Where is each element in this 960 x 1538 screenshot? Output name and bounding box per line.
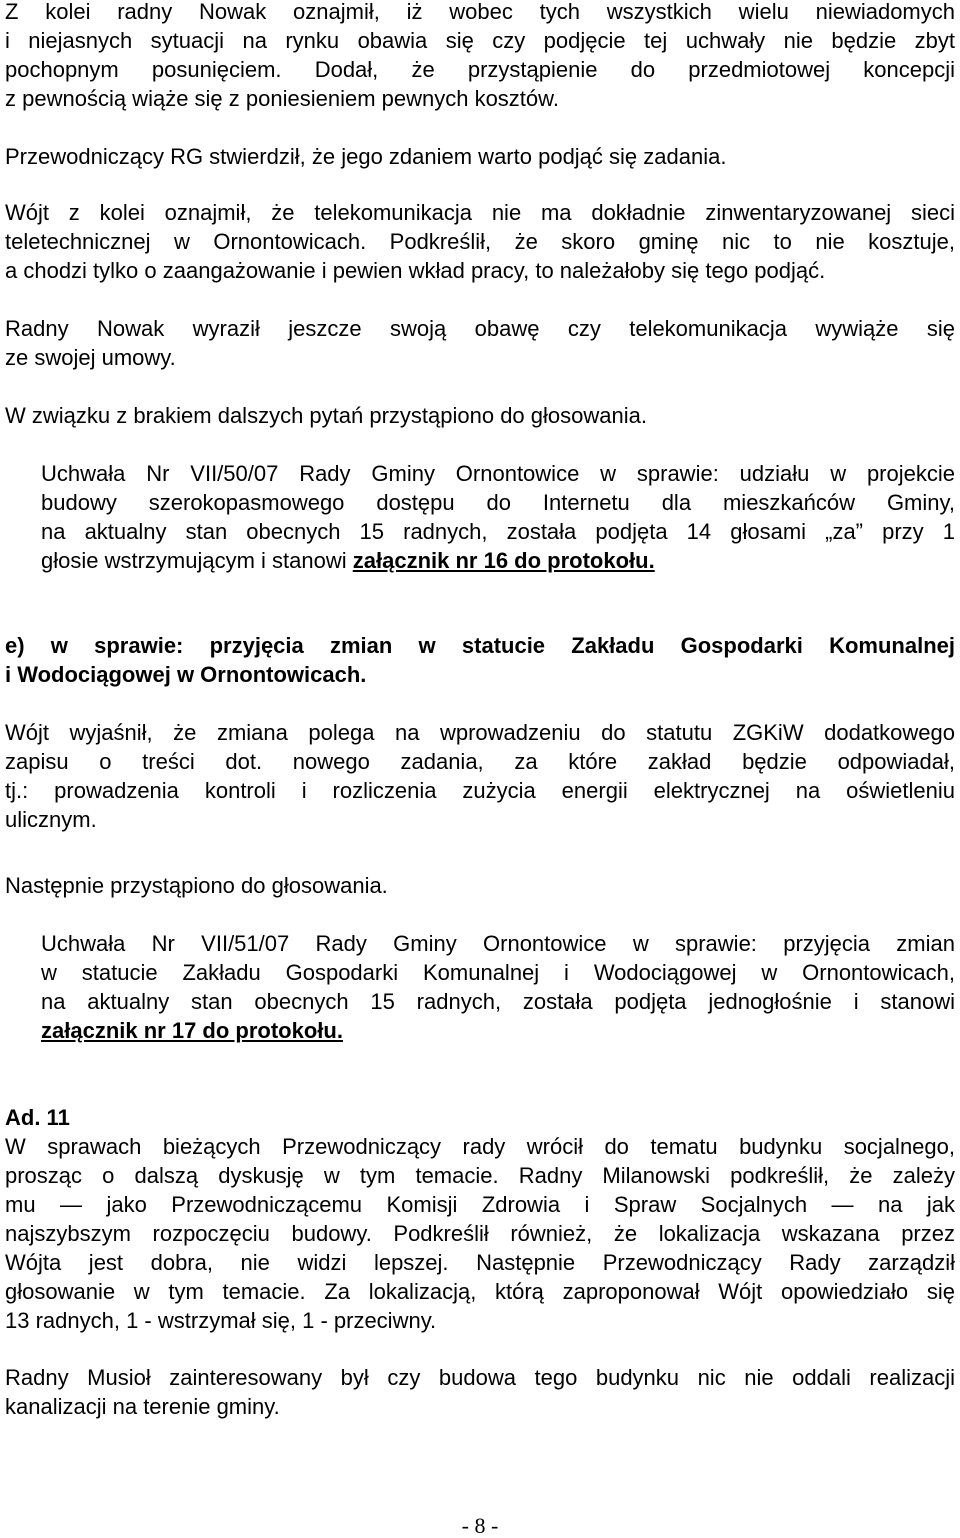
text-line: Radny Nowak wyraził jeszcze swoją obawę czy telekomunikacja wywiąże się xyxy=(5,316,955,341)
text-line: zapisu o treści dot. nowego zadania, za które zakład będzie odpowiadał, xyxy=(5,749,955,774)
heading-line: Ad. 11 xyxy=(5,1105,70,1130)
resolution-vii-51-07 xyxy=(41,929,955,1045)
attachment-reference: załącznik nr 16 do protokołu. xyxy=(352,548,655,573)
paragraph-current-matters xyxy=(5,1132,955,1335)
text-line: budowy szerokopasmowego dostępu do Internetu dla mieszkańców Gminy, xyxy=(41,490,955,515)
text-line: na aktualny stan obecnych 15 radnych, została podjęta 14 głosami „za” przy 1 xyxy=(41,519,955,544)
text-line: i niejasnych sytuacji na rynku obawia się czy podjęcie tej uchwały nie będzie zbyt xyxy=(5,28,955,53)
text-line: tj.: prowadzenia kontroli i rozliczenia zużycia energii elektrycznej na oświetleniu xyxy=(5,778,955,803)
text-line: Uchwała Nr VII/51/07 Rady Gminy Ornontowice w sprawie: przyjęcia zmian xyxy=(41,931,955,956)
paragraph-chairman-statement xyxy=(5,142,955,171)
text-line: Następnie przystąpiono do głosowania. xyxy=(5,873,388,898)
text-line: z pewnością wiąże się z poniesieniem pewnych kosztów. xyxy=(5,86,559,111)
heading-line: e) w sprawie: przyjęcia zmian w statucie Zakładu Gospodarki Komunalnej xyxy=(5,633,955,658)
text-line: ze swojej umowy. xyxy=(5,345,176,370)
text-line: 13 radnych, 1 - wstrzymał się, 1 - przeciwny. xyxy=(5,1308,437,1333)
paragraph-wojt-explanation xyxy=(5,718,955,834)
text-line xyxy=(41,546,955,575)
text-line: mu — jako Przewodniczącemu Komisji Zdrowia i Spraw Socjalnych — na jak xyxy=(5,1192,955,1217)
text-line: Z kolei radny Nowak oznajmił, iż wobec tych wszystkich wielu niewiadomych xyxy=(5,0,955,24)
text-line: Wójt wyjaśnił, że zmiana polega na wprowadzeniu do statutu ZGKiW dodatkowego xyxy=(5,720,955,745)
paragraph-nowak-concern xyxy=(5,0,955,113)
resolution-text: głosie wstrzymującym i stanowi xyxy=(41,548,353,573)
paragraph-voting-start xyxy=(5,401,955,430)
attachment-reference: załącznik nr 17 do protokołu. xyxy=(41,1018,343,1043)
text-line: a chodzi tylko o zaangażowanie i pewien wkład pracy, to należałoby się tego podjąć. xyxy=(5,258,826,283)
text-line: prosząc o dalszą dyskusję w tym temacie. Radny Milanowski podkreślił, że zależy xyxy=(5,1163,955,1188)
text-line: kanalizacji na terenie gminy. xyxy=(5,1394,280,1419)
text-line: Radny Musioł zainteresowany był czy budowa tego budynku nic nie oddali realizacji xyxy=(5,1365,955,1390)
agenda-item-heading xyxy=(5,1103,955,1132)
text-line: Wójta jest dobra, nie widzi lepszej. Następnie Przewodniczący Rady zarządził xyxy=(5,1250,955,1275)
paragraph-nowak-fear xyxy=(5,314,955,372)
paragraph-next-vote xyxy=(5,871,955,900)
text-line: Przewodniczący RG stwierdził, że jego zdaniem warto podjąć się zadania. xyxy=(5,144,727,169)
page-number: - 8 - xyxy=(461,1513,499,1538)
section-heading-e xyxy=(5,631,955,689)
paragraph-musiol-question xyxy=(5,1363,955,1421)
text-line: teletechnicznej w Ornontowicach. Podkreślił, że skoro gminę nic to nie kosztuje, xyxy=(5,229,955,254)
document-page xyxy=(5,0,955,1537)
text-line: W sprawach bieżących Przewodniczący rady wrócił do tematu budynku socjalnego, xyxy=(5,1134,955,1159)
heading-line: i Wodociągowej w Ornontowicach. xyxy=(5,662,367,687)
text-line: pochopnym posunięciem. Dodał, że przystąpienie do przedmiotowej koncepcji xyxy=(5,57,955,82)
text-line: głosowanie w tym temacie. Za lokalizacją, którą zaproponował Wójt opowiedziało się xyxy=(5,1279,955,1304)
text-line: najszybszym rozpoczęciu budowy. Podkreślił również, że lokalizacja wskazana przez xyxy=(5,1221,955,1246)
resolution-vii-50-07 xyxy=(41,459,955,575)
text-line: W związku z brakiem dalszych pytań przystąpiono do głosowania. xyxy=(5,403,647,428)
text-line: w statucie Zakładu Gospodarki Komunalnej i Wodociągowej w Ornontowicach, xyxy=(41,960,955,985)
text-line: Wójt z kolei oznajmił, że telekomunikacja nie ma dokładnie zinwentaryzowanej sieci xyxy=(5,200,955,225)
paragraph-wojt-statement xyxy=(5,198,955,285)
text-line: na aktualny stan obecnych 15 radnych, została podjęta jednogłośnie i stanowi xyxy=(41,989,955,1014)
text-line: ulicznym. xyxy=(5,807,97,832)
text-line: Uchwała Nr VII/50/07 Rady Gminy Ornontowice w sprawie: udziału w projekcie xyxy=(41,461,955,486)
